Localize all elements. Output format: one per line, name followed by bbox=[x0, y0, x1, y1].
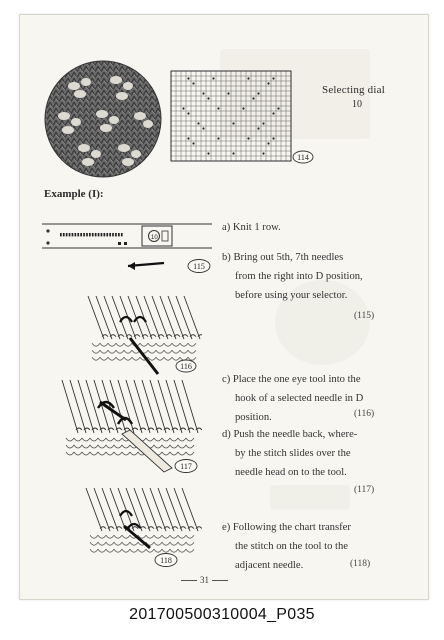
step-e bbox=[222, 518, 351, 575]
svg-text:10: 10 bbox=[151, 235, 158, 241]
stitch-transfer-diagram-118 bbox=[80, 486, 202, 568]
figure-number: 114 bbox=[297, 153, 309, 162]
lace-pattern-chart bbox=[168, 68, 294, 164]
page-number bbox=[178, 575, 231, 585]
step-line: from the right into D position, bbox=[235, 271, 363, 282]
figure-reference: (115) bbox=[354, 311, 375, 321]
figure-reference: (117) bbox=[354, 485, 375, 495]
step-line: a) Knit 1 row. bbox=[222, 222, 281, 233]
one-eye-tool-diagram-116 bbox=[82, 294, 202, 376]
figure-badge-114 bbox=[292, 150, 314, 164]
step-line: needle head on to the tool. bbox=[235, 467, 347, 478]
figure-number: 115 bbox=[193, 262, 205, 271]
step-line: e) Following the chart transfer bbox=[222, 522, 351, 533]
figure-number: 118 bbox=[160, 556, 172, 565]
figure-number: 116 bbox=[180, 362, 192, 371]
step-b bbox=[222, 248, 363, 305]
figure-reference: (116) bbox=[354, 409, 375, 419]
step-a bbox=[222, 218, 281, 237]
step-line: by the stitch slides over the bbox=[235, 448, 351, 459]
step-line: d) Push the needle back, where- bbox=[222, 429, 358, 440]
page-number-text: 31 bbox=[200, 575, 209, 585]
step-c bbox=[222, 370, 363, 427]
example-heading: Example (I): bbox=[44, 188, 104, 200]
step-line: adjacent needle. bbox=[235, 560, 304, 571]
step-line: b) Bring out 5th, 7th needles bbox=[222, 252, 344, 263]
selecting-dial-label: Selecting dial bbox=[322, 84, 385, 96]
step-line: position. bbox=[235, 412, 272, 423]
selecting-dial-value: 10 bbox=[352, 99, 362, 110]
step-line: before using your selector. bbox=[235, 290, 348, 301]
step-line: c) Place the one eye tool into the bbox=[222, 374, 361, 385]
archive-caption: 201700500310004_P035 bbox=[129, 606, 315, 623]
step-line: the stitch on the tool to the bbox=[235, 541, 348, 552]
step-line: hook of a selected needle in D bbox=[235, 393, 364, 404]
figure-reference: (118) bbox=[350, 559, 371, 569]
needle-push-back-diagram-117 bbox=[56, 378, 202, 478]
figure-number: 117 bbox=[180, 462, 192, 471]
machine-carriage-diagram bbox=[42, 220, 214, 282]
step-d bbox=[222, 425, 357, 482]
bleed-through-mark bbox=[270, 485, 350, 510]
lace-swatch-photo bbox=[44, 60, 162, 178]
